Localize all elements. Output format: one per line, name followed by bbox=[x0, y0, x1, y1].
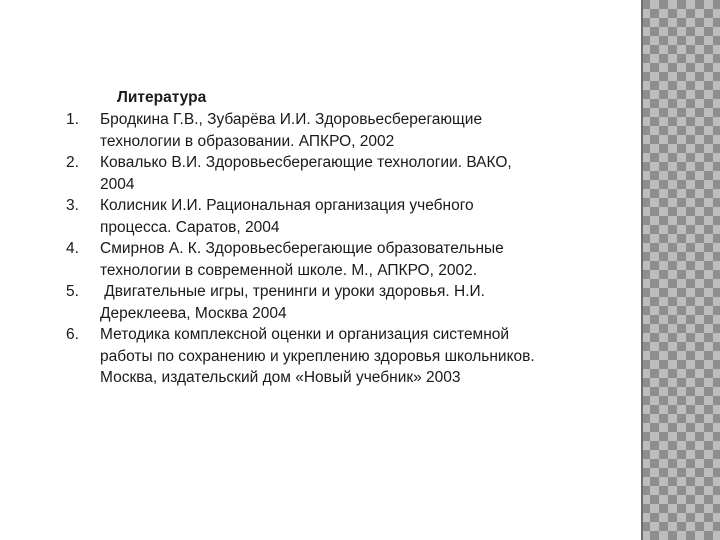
reference-text bbox=[100, 152, 626, 195]
reference-item bbox=[66, 238, 626, 281]
reference-number: 3. bbox=[66, 197, 79, 214]
reference-item bbox=[66, 281, 626, 324]
reference-line: Дереклеева, Москва 2004 bbox=[100, 304, 287, 322]
reference-line: работы по сохранению и укреплению здоровья школьников. bbox=[100, 347, 535, 365]
reference-text bbox=[100, 238, 626, 281]
reference-item bbox=[66, 195, 626, 238]
reference-line: Ковалько В.И. Здоровьесберегающие технологии. ВАКО, bbox=[100, 154, 512, 171]
references-heading: Литература bbox=[117, 89, 207, 106]
decorative-side-strip bbox=[641, 0, 720, 540]
reference-line: Бродкина Г.В., Зубарёва И.И. Здоровьесберегающие bbox=[100, 111, 483, 128]
reference-line: Двигательные игры, тренинги и уроки здоровья. Н.И. bbox=[100, 283, 485, 300]
reference-line: технологии в образовании. АПКРО, 2002 bbox=[100, 132, 395, 150]
reference-line: 2004 bbox=[100, 175, 135, 193]
reference-line: Колисник И.И. Рациональная организация учебного bbox=[100, 197, 474, 214]
reference-number: 6. bbox=[66, 326, 79, 343]
reference-item bbox=[66, 324, 626, 389]
reference-line: процесса. Саратов, 2004 bbox=[100, 218, 280, 236]
reference-number: 2. bbox=[66, 154, 79, 171]
reference-number: 1. bbox=[66, 111, 79, 128]
reference-line: технологии в современной школе. М., АПКРО, 2002. bbox=[100, 261, 478, 279]
reference-line: Москва, издательский дом «Новый учебник» 2003 bbox=[100, 369, 461, 386]
reference-item bbox=[66, 152, 626, 195]
reference-text bbox=[100, 195, 626, 238]
reference-text bbox=[100, 109, 626, 152]
reference-text bbox=[100, 324, 626, 389]
reference-text bbox=[100, 281, 626, 324]
reference-list bbox=[66, 109, 626, 389]
reference-line: Методика комплексной оценки и организация системной bbox=[100, 326, 510, 343]
reference-line: Смирнов А. К. Здоровьесберегающие образовательные bbox=[100, 240, 504, 257]
reference-number: 4. bbox=[66, 240, 79, 257]
reference-number: 5. bbox=[66, 283, 79, 300]
reference-item bbox=[66, 109, 626, 152]
